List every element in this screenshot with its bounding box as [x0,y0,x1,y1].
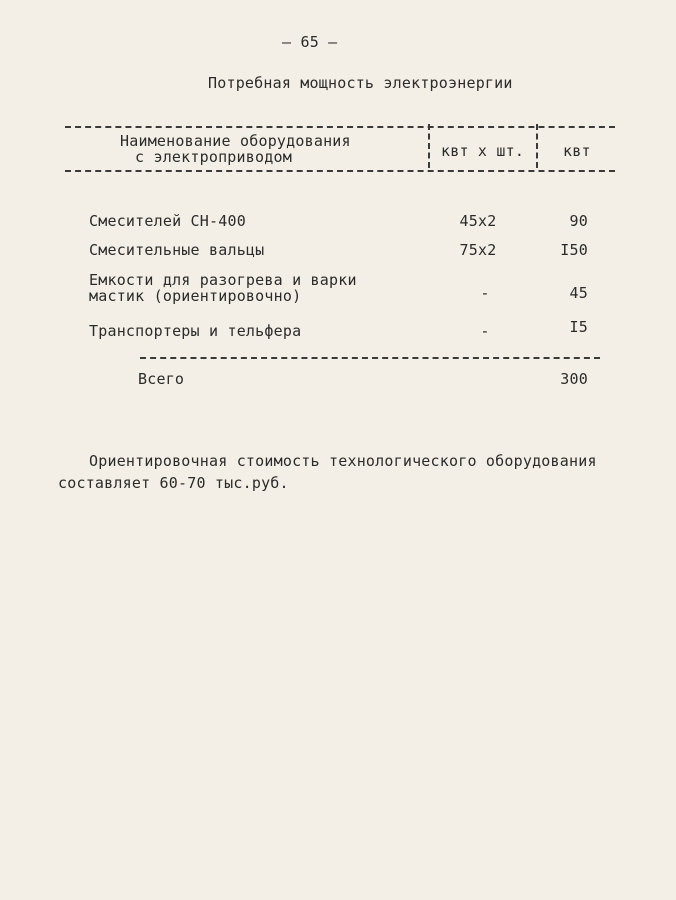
row-3-name-line2: мастик (ориентировочно) [89,287,302,305]
row-4-qty: - [480,322,490,340]
header-name-line1: Наименование оборудования [120,132,351,150]
page-number: — 65 — [282,33,338,51]
row-4-kw: I5 [569,318,588,336]
row-1-name: Смесителей СН-400 [89,212,246,230]
column-separator-1 [428,124,430,168]
total-label: Всего [138,370,185,388]
table-header-bottom-rule [65,170,615,172]
paragraph-line1: Ориентировочная стоимость технологического оборудования [89,452,597,470]
row-3-kw: 45 [569,284,588,302]
row-1-kw: 90 [569,212,588,230]
row-3-qty: - [480,284,490,302]
column-separator-2 [536,124,538,168]
header-name-line2: с электроприводом [135,148,292,166]
header-kw: квт [563,142,591,160]
row-2-qty: 75х2 [459,241,497,259]
total-kw: 300 [560,370,588,388]
paragraph-line2: составляет 60-70 тыс.руб. [58,474,289,492]
row-3-name-line1: Емкости для разогрева и варки [89,271,357,289]
row-2-kw: I50 [560,241,588,259]
row-2-name: Смесительные вальцы [89,241,265,259]
page-title: Потребная мощность электроэнергии [208,74,513,92]
row-4-name: Транспортеры и тельфера [89,322,302,340]
table-total-rule [140,357,600,359]
header-qty: квт х шт. [441,142,525,160]
table-top-rule [65,126,615,128]
row-1-qty: 45х2 [459,212,497,230]
